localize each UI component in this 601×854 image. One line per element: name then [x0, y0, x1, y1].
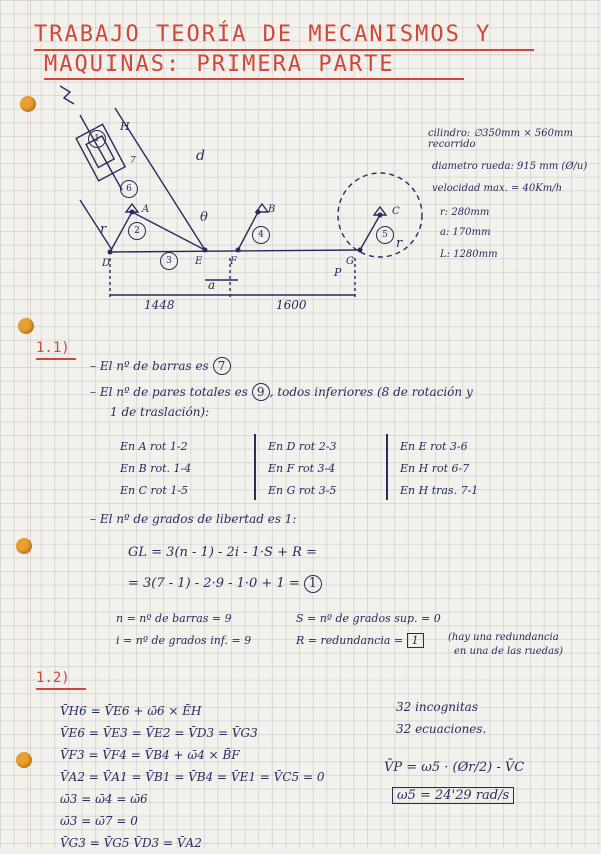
label-point-p: P [334, 266, 342, 279]
label-joint-b: B [268, 204, 276, 215]
label-joint-d: D [102, 258, 111, 269]
label-joint-g: G [346, 256, 354, 267]
label-joint-e: E [195, 256, 203, 267]
def-n: n = nº de barras = 9 [116, 612, 232, 625]
label-dim-r2: r [396, 236, 403, 251]
heading-underline [36, 358, 76, 360]
label-bar-7: 7 [130, 156, 136, 166]
label-dim-r: r [100, 222, 107, 237]
ground-link-line [110, 250, 360, 252]
def-s: S = nº de grados sup. = 0 [296, 612, 441, 625]
title-line-1: TRABAJO TEORÍA DE MECANISMOS Y [34, 22, 492, 47]
label-joint-h: H [120, 120, 130, 133]
label-bar-2: 2 [128, 222, 146, 240]
label-bar-5: 5 [376, 226, 394, 244]
def-r: R = redundancia = 1 [296, 634, 424, 647]
pares-line-2: 1 de traslación): [110, 405, 210, 419]
spec-a: a: 170mm [440, 227, 491, 238]
label-theta: θ [200, 210, 208, 225]
label-joint-c: C [392, 206, 400, 217]
redundancy-note-1: (hay una redundancia [448, 632, 559, 643]
label-dim-1448: 1448 [144, 298, 175, 312]
spec-rueda: diametro rueda: 915 mm (Ø/u) [432, 161, 588, 172]
velocity-equations: V̄H6 = V̄E6 + ω̄6 × ĒH V̄E6 = V̄E3 = V̄E2 = V̄D3 = V̄G3 V̄F3 = V̄F4 = V̄B4 + ω̄4 × B̄F V̄A2 = V̄A1 = V̄B1 = V̄B4 = V̄E1 = V̄C5 = 0 ω̄3 = ω̄4 = ω̄6 ω̄3 = ω̄7 = 0 V̄G3 = V̄G5 V̄D3 = V̄A2 [60, 704, 325, 850]
dim-line-r [80, 200, 112, 250]
vp-equation: V̄P = ω5 · (Ør/2) - V̄C [384, 760, 525, 775]
label-bar-6: 6 [120, 180, 138, 198]
table-divider [386, 434, 388, 500]
label-joint-a: A [142, 204, 150, 215]
table-divider [254, 434, 256, 500]
section-1-1-heading: 1.1) [36, 340, 70, 356]
label-bar-1: 1 [88, 130, 106, 148]
ecuaciones-count: 32 ecuaciones. [396, 722, 487, 736]
pares-line: – El nº de pares totales es 9 , todos inferiores (8 de rotación y [90, 385, 473, 399]
omega-result: ω5 = 24'29 rad/s [392, 788, 514, 803]
redundancy-note-2: en una de las ruedas) [454, 646, 564, 657]
spec-r: r: 280mm [440, 207, 490, 218]
grados-line: – El nº de grados de libertad es 1: [90, 512, 297, 526]
label-joint-f: F [230, 256, 237, 267]
cylinder-guide [80, 115, 122, 190]
spec-l: L: 1280mm [440, 249, 498, 260]
barras-line: – El nº de barras es 7 [90, 357, 231, 375]
label-bar-3: 3 [160, 252, 178, 270]
pairs-col-1: En A rot 1-2 En B rot. 1-4 En C rot 1-5 [120, 440, 192, 497]
formula-gl: GL = 3(n - 1) - 2i - 1·S + R = [128, 545, 317, 560]
pairs-col-2: En D rot 2-3 En F rot 3-4 En G rot 3-5 [268, 440, 337, 497]
label-dim-1600: 1600 [276, 298, 307, 312]
spec-cilindro: cilindro: ∅350mm × 560mm recorrido [428, 128, 573, 150]
label-dim-a: a [208, 278, 216, 292]
title-line-2: MAQUINAS: PRIMERA PARTE [44, 52, 395, 77]
incognitas-count: 32 incognitas [396, 700, 478, 714]
label-dim-d: d [196, 148, 205, 164]
spec-velocidad: velocidad max. = 40Km/h [432, 183, 563, 194]
def-i: i = nº de grados inf. = 9 [116, 634, 252, 647]
heading-underline [36, 688, 86, 690]
label-bar-4: 4 [252, 226, 270, 244]
pairs-col-3: En E rot 3-6 En H rot 6-7 En H tras. 7-1 [400, 440, 479, 497]
formula-gl-result: = 3(7 - 1) - 2·9 - 1·0 + 1 = 1 [128, 575, 322, 593]
section-1-2-heading: 1.2) [36, 670, 70, 686]
